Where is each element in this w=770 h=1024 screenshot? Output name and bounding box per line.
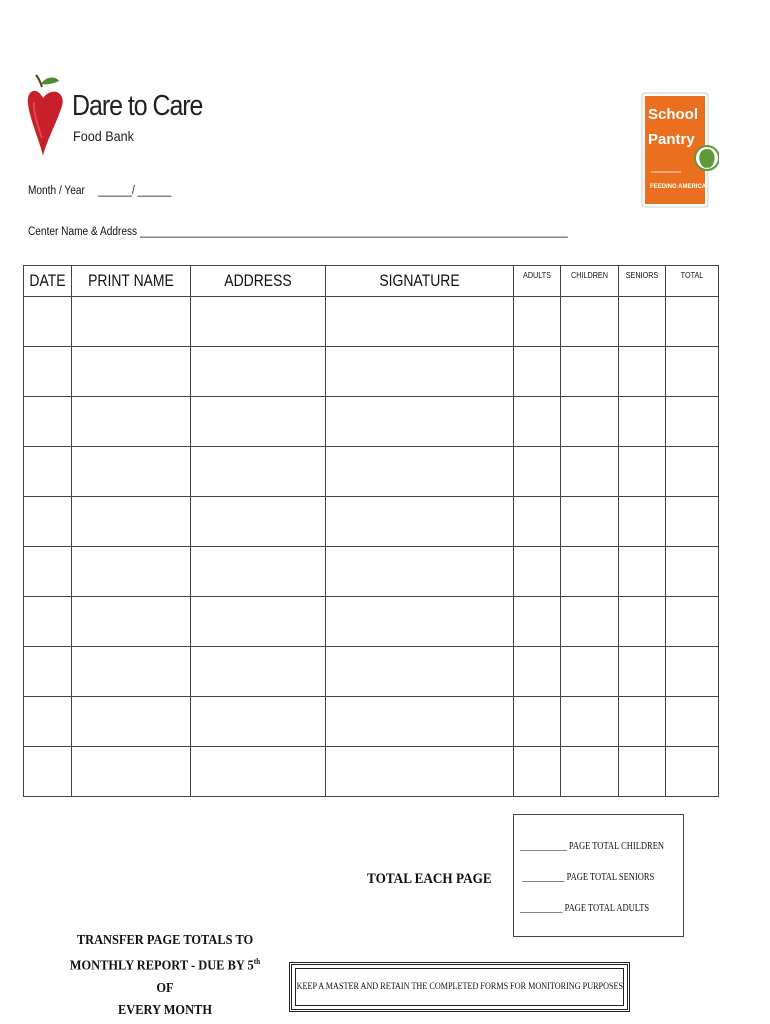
- transfer-line3: EVERY MONTH: [118, 1001, 212, 1017]
- cell-total[interactable]: [666, 497, 719, 547]
- cell-address[interactable]: [191, 697, 326, 747]
- cell-date[interactable]: [24, 297, 72, 347]
- logo-subtitle: Food Bank: [73, 128, 134, 144]
- cell-print-name[interactable]: [72, 397, 191, 447]
- cell-print-name[interactable]: [72, 597, 191, 647]
- table-row: [24, 297, 719, 347]
- cell-print-name[interactable]: [72, 547, 191, 597]
- apple-heart-icon: [26, 72, 76, 162]
- col-signature-header: SIGNATURE: [326, 266, 514, 297]
- cell-seniors[interactable]: [619, 497, 666, 547]
- cell-total[interactable]: [666, 747, 719, 797]
- cell-seniors[interactable]: [619, 747, 666, 797]
- cell-address[interactable]: [191, 747, 326, 797]
- cell-total[interactable]: [666, 447, 719, 497]
- month-year-blank: ______/ ______: [98, 185, 172, 197]
- cell-adults[interactable]: [514, 647, 561, 697]
- table-row: [24, 447, 719, 497]
- cell-signature[interactable]: [326, 647, 514, 697]
- cell-adults[interactable]: [514, 497, 561, 547]
- table-row: [24, 497, 719, 547]
- table-row: [24, 747, 719, 797]
- cell-adults[interactable]: [514, 697, 561, 747]
- cell-adults[interactable]: [514, 547, 561, 597]
- cell-print-name[interactable]: [72, 447, 191, 497]
- cell-total[interactable]: [666, 647, 719, 697]
- cell-address[interactable]: [191, 497, 326, 547]
- cell-signature[interactable]: [326, 497, 514, 547]
- cell-print-name[interactable]: [72, 697, 191, 747]
- month-year-field: [28, 185, 171, 197]
- cell-signature[interactable]: [326, 397, 514, 447]
- transfer-instructions: [68, 929, 261, 1021]
- cell-adults[interactable]: [514, 447, 561, 497]
- cell-date[interactable]: [24, 347, 72, 397]
- cell-children[interactable]: [561, 697, 619, 747]
- cell-address[interactable]: [191, 647, 326, 697]
- center-label: Center Name & Address: [28, 226, 138, 238]
- cell-date[interactable]: [24, 547, 72, 597]
- cell-total[interactable]: [666, 397, 719, 447]
- cell-date[interactable]: [24, 647, 72, 697]
- cell-children[interactable]: [561, 347, 619, 397]
- table-row: [24, 347, 719, 397]
- cell-seniors[interactable]: [619, 297, 666, 347]
- center-address-field: [28, 226, 568, 238]
- col-adults-header: ADULTS: [514, 266, 561, 297]
- month-year-label: Month / Year: [28, 185, 85, 197]
- table-row: [24, 547, 719, 597]
- cell-children[interactable]: [561, 747, 619, 797]
- retain-forms-notice: [289, 962, 630, 1012]
- logo-line1: School: [648, 106, 699, 123]
- cell-signature[interactable]: [326, 447, 514, 497]
- retain-forms-text: KEEP A MASTER AND RETAIN THE COMPLETED FORMS FOR MONITORING PURPOSES: [296, 982, 623, 992]
- total-adults-line: __________ PAGE TOTAL ADULTS: [520, 903, 650, 914]
- cell-date[interactable]: [24, 497, 72, 547]
- cell-address[interactable]: [191, 297, 326, 347]
- col-seniors-header: SENIORS: [619, 266, 666, 297]
- cell-print-name[interactable]: [72, 747, 191, 797]
- col-date-header: DATE: [24, 266, 72, 297]
- cell-address[interactable]: [191, 597, 326, 647]
- cell-signature[interactable]: [326, 697, 514, 747]
- cell-date[interactable]: [24, 697, 72, 747]
- col-total-header: TOTAL: [666, 266, 719, 297]
- cell-date[interactable]: [24, 747, 72, 797]
- logo-partner: FEEDING AMERICA: [650, 184, 707, 190]
- cell-signature[interactable]: [326, 597, 514, 647]
- cell-signature[interactable]: [326, 297, 514, 347]
- transfer-line2: MONTHLY REPORT - DUE BY 5th OF: [69, 957, 261, 995]
- center-blank: ____________________________________________________________________________: [139, 226, 568, 238]
- cell-signature[interactable]: [326, 547, 514, 597]
- cell-seniors[interactable]: [619, 647, 666, 697]
- cell-print-name[interactable]: [72, 497, 191, 547]
- cell-seniors[interactable]: [619, 547, 666, 597]
- col-address-header: ADDRESS: [191, 266, 326, 297]
- cell-children[interactable]: [561, 597, 619, 647]
- cell-children[interactable]: [561, 497, 619, 547]
- cell-seniors[interactable]: [619, 697, 666, 747]
- cell-print-name[interactable]: [72, 297, 191, 347]
- sign-in-table: [23, 265, 719, 797]
- cell-seniors[interactable]: [619, 397, 666, 447]
- cell-children[interactable]: [561, 297, 619, 347]
- table-row: [24, 397, 719, 447]
- cell-children[interactable]: [561, 397, 619, 447]
- cell-children[interactable]: [561, 547, 619, 597]
- table-row: [24, 597, 719, 647]
- total-each-page-label: TOTAL EACH PAGE: [367, 871, 492, 887]
- cell-date[interactable]: [24, 397, 72, 447]
- cell-date[interactable]: [24, 447, 72, 497]
- cell-signature[interactable]: [326, 347, 514, 397]
- school-pantry-logo: [641, 92, 719, 208]
- cell-children[interactable]: [561, 447, 619, 497]
- total-seniors-line: __________ PAGE TOTAL SENIORS: [522, 872, 655, 883]
- cell-adults[interactable]: [514, 297, 561, 347]
- cell-seniors[interactable]: [619, 347, 666, 397]
- cell-total[interactable]: [666, 297, 719, 347]
- cell-adults[interactable]: [514, 597, 561, 647]
- cell-adults[interactable]: [514, 747, 561, 797]
- cell-total[interactable]: [666, 597, 719, 647]
- cell-seniors[interactable]: [619, 447, 666, 497]
- transfer-line1: TRANSFER PAGE TOTALS TO: [76, 932, 254, 947]
- cell-address[interactable]: [191, 447, 326, 497]
- col-children-header: CHILDREN: [561, 266, 619, 297]
- logo-line2: Pantry: [648, 131, 695, 148]
- cell-print-name[interactable]: [72, 347, 191, 397]
- cell-total[interactable]: [666, 697, 719, 747]
- table-row: [24, 647, 719, 697]
- total-children-line: ___________ PAGE TOTAL CHILDREN: [520, 841, 665, 852]
- cell-seniors[interactable]: [619, 597, 666, 647]
- logo-title: Dare to Care: [72, 90, 203, 122]
- cell-total[interactable]: [666, 347, 719, 397]
- cell-signature[interactable]: [326, 747, 514, 797]
- cell-total[interactable]: [666, 547, 719, 597]
- cell-children[interactable]: [561, 647, 619, 697]
- table-row: [24, 697, 719, 747]
- table-header-row: [24, 266, 719, 297]
- cell-date[interactable]: [24, 597, 72, 647]
- page-totals-box: [513, 814, 684, 937]
- cell-address[interactable]: [191, 397, 326, 447]
- col-print-name-header: PRINT NAME: [72, 266, 191, 297]
- cell-address[interactable]: [191, 347, 326, 397]
- cell-adults[interactable]: [514, 347, 561, 397]
- dare-to-care-logo: [26, 72, 203, 162]
- cell-print-name[interactable]: [72, 647, 191, 697]
- cell-address[interactable]: [191, 547, 326, 597]
- cell-adults[interactable]: [514, 397, 561, 447]
